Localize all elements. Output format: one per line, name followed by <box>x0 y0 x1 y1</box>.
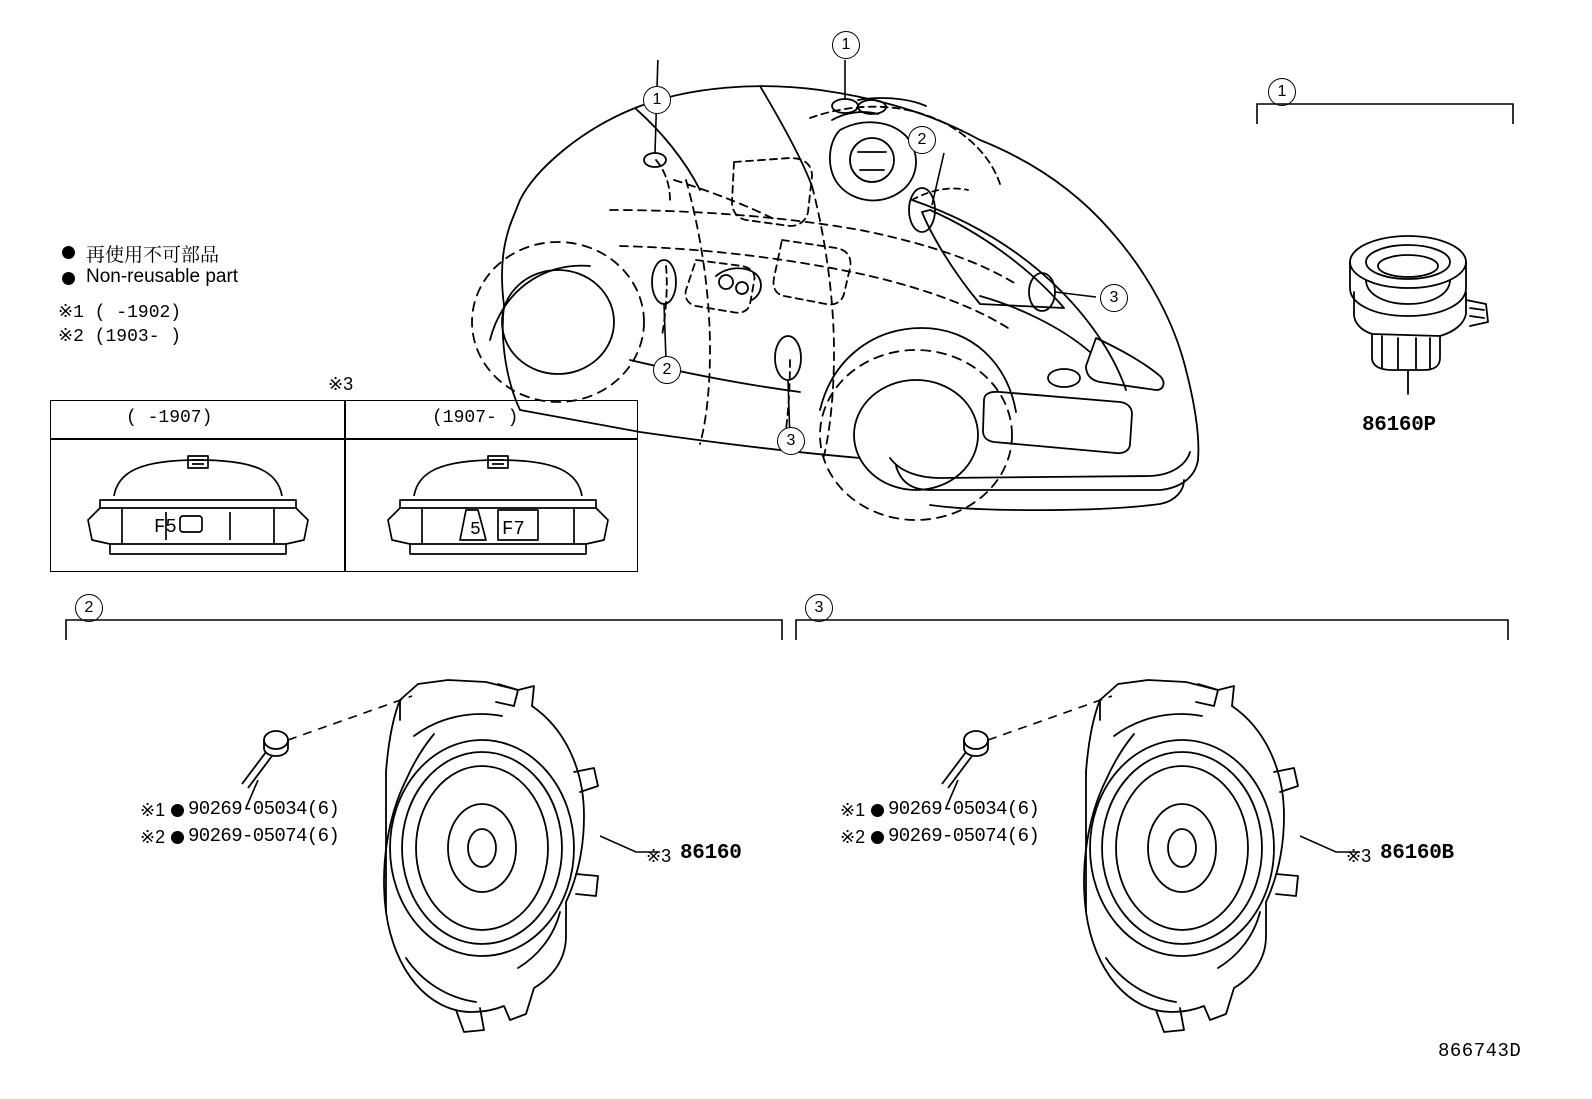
panel-2-bracket <box>64 616 784 642</box>
variant-table-col-1: ( -1907) <box>126 408 213 428</box>
callout-1-top: 1 <box>832 31 860 59</box>
panel-3-number: 3 <box>805 594 833 622</box>
panel-3-bolt-1-mark: ※1 <box>840 800 866 820</box>
legend-note-2: ※2 (1903- ) <box>58 327 182 347</box>
panel-2-bolt-2-number: 90269-05074(6) <box>188 825 340 847</box>
panel-2-bolt-2-mark: ※2 <box>140 827 166 847</box>
variant-table-header-rule <box>50 438 638 440</box>
non-reusable-icon-p3b <box>871 831 884 844</box>
filled-circle-icon-2 <box>62 272 75 285</box>
filled-circle-icon <box>62 246 75 259</box>
panel-3-bolt-2-number: 90269-05074(6) <box>888 825 1040 847</box>
legend-label-en: Non-reusable part <box>86 266 239 287</box>
legend-note-1: ※1 ( -1902) <box>58 303 182 323</box>
variant-table-col-2: (1907- ) <box>432 408 519 428</box>
panel-2-part-mark: ※3 <box>646 846 672 866</box>
panel-2-screw-leader <box>240 780 264 810</box>
panel-1-bracket <box>1255 100 1515 126</box>
rear-speaker-illustration <box>1078 676 1338 1046</box>
tweeter-speaker-illustration <box>1320 218 1510 398</box>
panel-2-bolt-1-number: 90269-05034(6) <box>188 798 340 820</box>
variant-table-mark: ※3 <box>328 374 354 394</box>
non-reusable-icon-p2a <box>171 804 184 817</box>
variant-table-divider <box>344 400 346 572</box>
legend-label-ja: 再使用不可部品 <box>86 245 220 266</box>
callout-3-lower: 3 <box>777 427 805 455</box>
svg-text:5: 5 <box>470 520 481 540</box>
callout-3-right: 3 <box>1100 284 1128 312</box>
panel-3-bolt-2-mark: ※2 <box>840 827 866 847</box>
variant-illustration-early <box>70 448 326 566</box>
svg-text:F5: F5 <box>154 516 177 538</box>
panel-2-bolt-1-mark: ※1 <box>140 800 166 820</box>
panel-3-part-mark: ※3 <box>1346 846 1372 866</box>
callout-1-left: 1 <box>643 86 671 114</box>
door-speaker-illustration <box>378 676 638 1046</box>
document-code: 866743D <box>1438 1040 1522 1062</box>
variant-illustration-late <box>370 448 626 566</box>
panel-3-bolt-1-number: 90269-05034(6) <box>888 798 1040 820</box>
callout-2-upper: 2 <box>908 126 936 154</box>
panel-2-number: 2 <box>75 594 103 622</box>
svg-text:F7: F7 <box>502 518 525 540</box>
non-reusable-icon-p3a <box>871 804 884 817</box>
panel-3-part-number: 86160B <box>1380 842 1454 865</box>
callout-2-lower: 2 <box>653 356 681 384</box>
panel-2-part-number: 86160 <box>680 842 742 865</box>
panel-3-screw-leader <box>940 780 964 810</box>
panel-1-part-number: 86160P <box>1362 414 1436 437</box>
panel-3-bracket <box>794 616 1510 642</box>
panel-1-number: 1 <box>1268 78 1296 106</box>
non-reusable-icon-p2b <box>171 831 184 844</box>
